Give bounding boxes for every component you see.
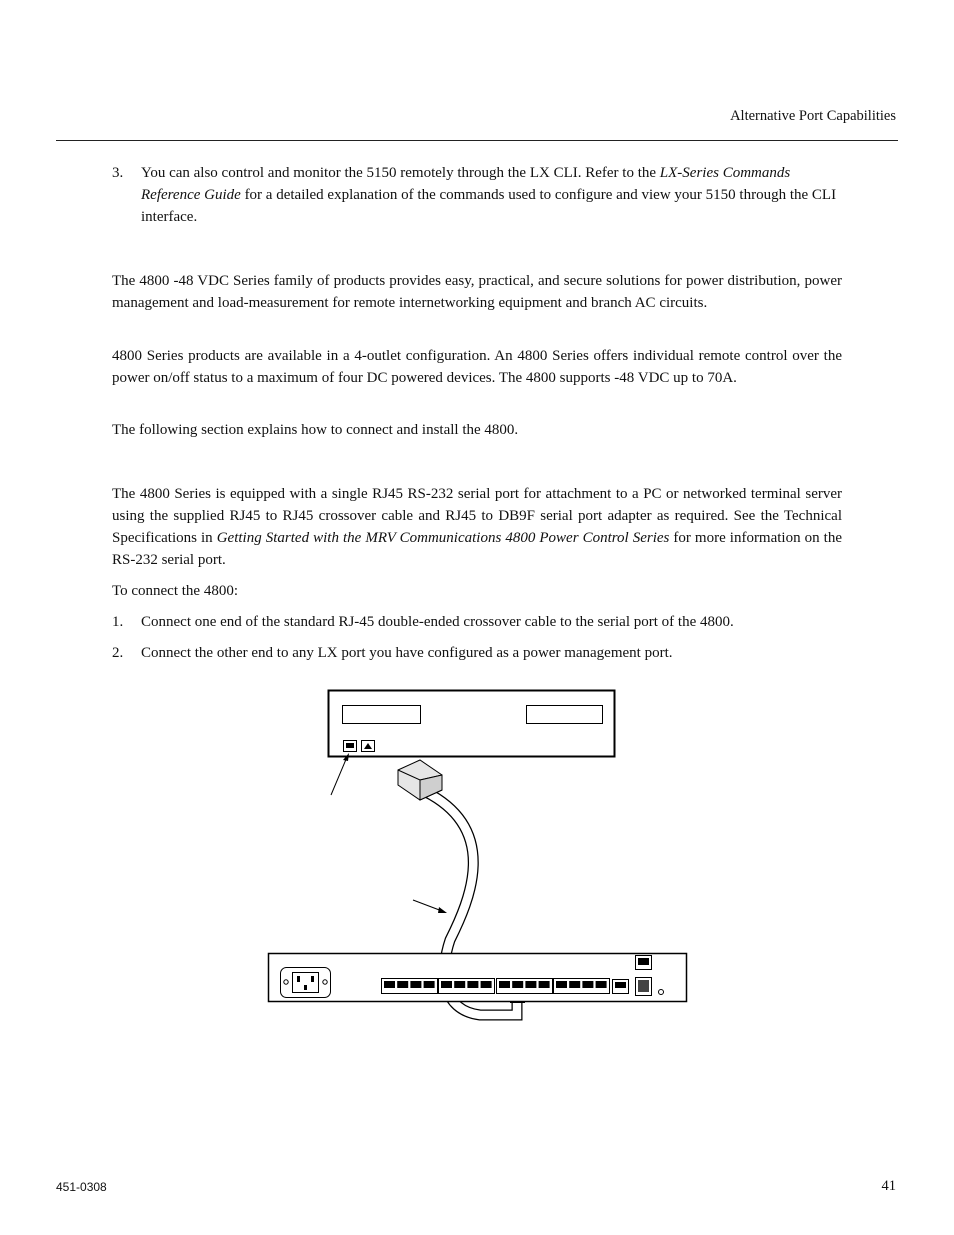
- paragraph-following: The following section explains how to connect and install the 4800.: [112, 422, 519, 438]
- list-number: 1.: [112, 614, 124, 630]
- page-number: 41: [881, 1178, 896, 1194]
- serial-port-icon: [344, 741, 357, 752]
- list-text: Connect the other end to any LX port you have configured as a power management port.: [141, 645, 673, 661]
- paragraph-to-connect: To connect the 4800:: [112, 583, 238, 599]
- text-segment: The 4800 Series is equipped with a single RJ45 RS-232 serial port for attachment to a PC or networked terminal server using the supplied RJ45 to RJ45 crossover cable and RJ45 to DB9F serial port adapter as required. See the Technical Specifications in: [112, 486, 842, 546]
- guide-title: LX-Series Commands Reference Guide: [141, 165, 791, 203]
- rj45-port: [499, 981, 510, 988]
- rj45-port: [525, 981, 536, 988]
- list-number: 2.: [112, 645, 124, 661]
- text-segment: You can also control and monitor the 5150 remotely through the LX CLI. Refer to the: [141, 165, 660, 181]
- paragraph-series: 4800 Series products are available in a 4-outlet configuration. An 4800 Series offers individual remote control over the power on/off status to a maximum of four DC powered devices. The 4800 supports -48 VDC up to 70A.: [112, 348, 842, 386]
- list-text: Connect one end of the standard RJ-45 double-ended crossover cable to the serial port of the 4800.: [141, 614, 734, 630]
- rj45-port: [582, 981, 593, 988]
- serial-port-callout-arrow: [331, 753, 349, 795]
- rj45-port: [384, 981, 395, 988]
- rj45-port: [397, 981, 408, 988]
- text-segment: for more information on the RS-232 serial port.: [112, 530, 842, 568]
- rj45-port: [556, 981, 567, 988]
- lx-unit: [269, 954, 687, 1002]
- cable-callout-arrow: [413, 900, 447, 913]
- guide-title: Getting Started with the MRV Communications 4800 Power Control Series: [216, 530, 670, 546]
- port-icon: [362, 741, 375, 752]
- document-number: 451-0308: [56, 1180, 107, 1194]
- text-segment: for a detailed explanation of the commands used to configure and view your 5150 through the CLI interface.: [141, 187, 837, 225]
- ac-power-inlet: [281, 968, 331, 998]
- rj45-port: [454, 981, 465, 988]
- rj45-port: [512, 981, 523, 988]
- list-number: 3.: [112, 165, 124, 181]
- console-port-icon: [613, 980, 629, 994]
- rj45-port: [424, 981, 435, 988]
- running-header: Alternative Port Capabilities: [730, 108, 896, 124]
- rj45-port: [539, 981, 550, 988]
- paragraph-intro: The 4800 -48 VDC Series family of products provides easy, practical, and secure solutions for power distribution, power management and load-measurement for remote internetworking equipment and branch AC circuits.: [112, 273, 842, 311]
- rj45-port: [596, 981, 607, 988]
- rj45-port: [481, 981, 492, 988]
- rj45-port: [467, 981, 478, 988]
- power-unit-4800: [329, 691, 615, 757]
- rj45-port: [410, 981, 421, 988]
- rj45-port: [569, 981, 580, 988]
- rj45-port: [441, 981, 452, 988]
